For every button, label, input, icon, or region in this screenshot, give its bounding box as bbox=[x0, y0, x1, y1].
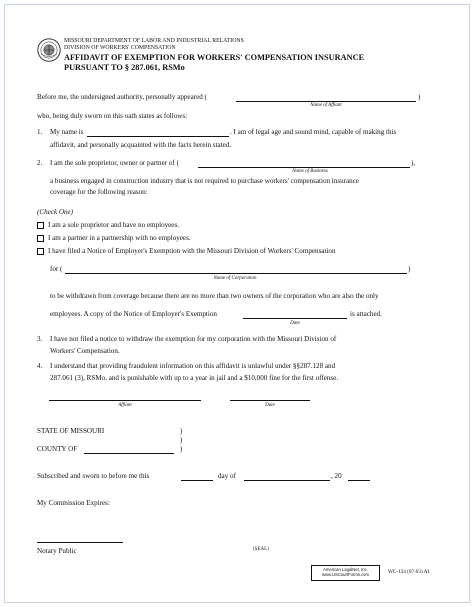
seal-label: (SEAL) bbox=[253, 547, 269, 552]
affiant-signature-caption: Affiant bbox=[118, 403, 132, 408]
item4-text: I understand that providing fraudulent information on this affidavit is unlawful under §§287.128 and bbox=[50, 362, 336, 370]
year-field[interactable] bbox=[348, 480, 370, 481]
division-name: DIVISION OF WORKERS' COMPENSATION bbox=[64, 45, 176, 51]
item2-text: I am the sole proprietor, owner or partner of ( bbox=[50, 159, 179, 167]
venue-paren: ) bbox=[180, 436, 183, 444]
county-field[interactable] bbox=[84, 453, 174, 454]
signature-date-caption: Date bbox=[265, 403, 275, 408]
sole-proprietor-label: I am a sole proprietor and have no employees. bbox=[48, 221, 179, 229]
check-one-heading: (Check One) bbox=[37, 208, 74, 216]
affiant-name-field[interactable] bbox=[236, 101, 416, 102]
form-title: AFFIDAVIT OF EXEMPTION FOR WORKERS' COMPENSATION INSURANCE bbox=[64, 53, 365, 62]
item4-text: 287.061 (3), RSMo, and is punishable with up to a year in jail and a $10,000 fine for the first offense. bbox=[50, 374, 339, 382]
intro-text: Before me, the undersigned authority, personally appeared ( bbox=[37, 93, 207, 101]
item1-text: My name is bbox=[50, 128, 84, 136]
month-field[interactable] bbox=[244, 480, 330, 481]
item2-text: a business engaged in construction industry that is not required to purchase workers' compensation insurance bbox=[50, 177, 359, 185]
notary-signature-field[interactable] bbox=[37, 542, 123, 543]
department-name: MISSOURI DEPARTMENT OF LABOR AND INDUSTRIAL RELATIONS bbox=[64, 38, 244, 44]
day-of-text: day of bbox=[218, 472, 236, 480]
intro-close-paren: ) bbox=[418, 93, 421, 101]
partner-checkbox[interactable] bbox=[37, 235, 44, 242]
for-label: for ( bbox=[50, 265, 63, 273]
item-number: 2. bbox=[37, 159, 43, 167]
my-name-field[interactable] bbox=[87, 136, 229, 137]
item2-close-paren: ), bbox=[411, 159, 416, 167]
item2-text: coverage for the following reason: bbox=[50, 188, 148, 196]
for-close-paren: ) bbox=[408, 265, 411, 273]
day-field[interactable] bbox=[181, 480, 213, 481]
county-label: COUNTY OF bbox=[37, 445, 78, 453]
notice-date-caption: Date bbox=[290, 321, 300, 326]
item1-text: affidavit, and personally acquainted with the facts herein stated. bbox=[50, 141, 232, 149]
publisher-box bbox=[311, 565, 380, 581]
form-code: WC-134 (07-03) AI bbox=[388, 569, 430, 575]
corporation-name-caption: Name of Corporation bbox=[213, 276, 257, 281]
item3-text: I have not filed a notice to withdraw the exemption for my corporation with the Missouri Division of bbox=[50, 335, 337, 343]
business-name-field[interactable] bbox=[198, 167, 410, 168]
attached-text: is attached. bbox=[350, 310, 382, 318]
notice-date-field[interactable] bbox=[243, 318, 347, 319]
affiant-name-caption: Name of Affiant bbox=[310, 103, 342, 108]
item-number: 3. bbox=[37, 335, 43, 343]
item-number: 4. bbox=[37, 362, 43, 370]
withdrawal-text: to be withdrawn from coverage because there are no more than two owners of the corporation who are also the only bbox=[50, 292, 379, 300]
publisher-url: www.USCourtForms.com bbox=[322, 571, 369, 577]
item3-text: Workers' Compensation. bbox=[50, 347, 120, 355]
partner-label: I am a partner in a partnership with no employees. bbox=[48, 234, 191, 242]
commission-expires-label: My Commission Expires: bbox=[37, 499, 110, 507]
venue-paren: ) bbox=[180, 427, 183, 435]
notice-copy-text: employees. A copy of the Notice of Employer's Exemption bbox=[50, 310, 217, 318]
state-label: STATE OF MISSOURI bbox=[37, 427, 105, 435]
signature-date-field[interactable] bbox=[230, 400, 310, 401]
item1-text: . I am of legal age and sound mind, capable of making this bbox=[230, 128, 397, 136]
sole-proprietor-checkbox[interactable] bbox=[37, 222, 44, 229]
subscribed-text: Subscribed and sworn to before me this bbox=[37, 472, 150, 480]
notice-filed-label: I have filed a Notice of Employer's Exemption with the Missouri Division of Workers' Compensation bbox=[48, 247, 336, 255]
item-number: 1. bbox=[37, 128, 43, 136]
oath-text: who, being duly sworn on this oath states as follows: bbox=[37, 112, 188, 120]
venue-paren: ) bbox=[180, 445, 183, 453]
corporation-name-field[interactable] bbox=[65, 273, 407, 274]
business-name-caption: Name of Business bbox=[292, 169, 328, 174]
publisher-name: American LegalNet, Inc. bbox=[323, 567, 368, 572]
form-subtitle: PURSUANT TO § 287.061, RSMo bbox=[64, 63, 185, 72]
missouri-seal-icon bbox=[37, 38, 61, 62]
affiant-signature-field[interactable] bbox=[49, 400, 201, 401]
year-prefix-text: , 20 bbox=[331, 472, 342, 480]
notice-filed-checkbox[interactable] bbox=[37, 248, 44, 255]
notary-public-label: Notary Public bbox=[37, 547, 77, 555]
